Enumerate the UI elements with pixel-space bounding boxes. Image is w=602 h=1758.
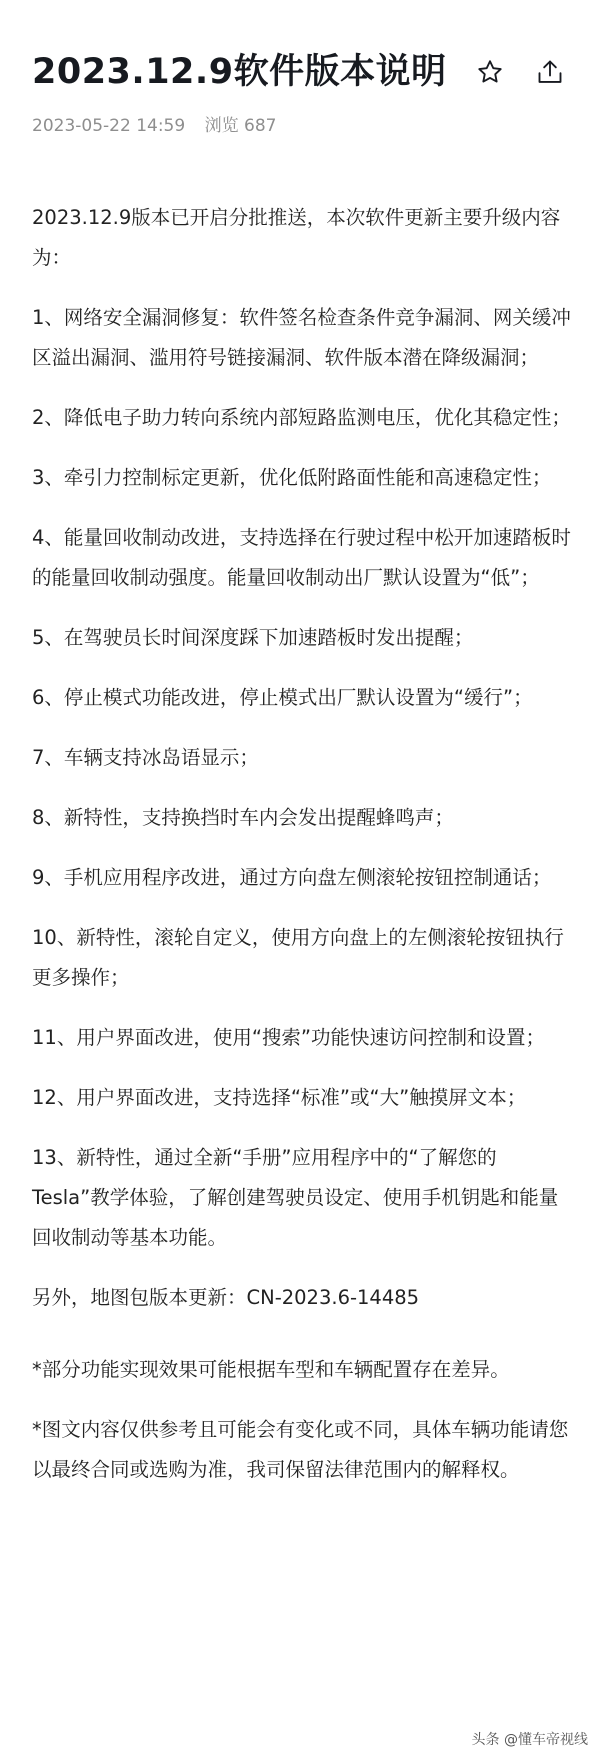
disclaimer-1: *部分功能实现效果可能根据车型和车辆配置存在差异。 (32, 1358, 510, 1381)
share-upload-icon (536, 58, 564, 86)
update-item-7: 7、车辆支持冰岛语显示； (32, 746, 259, 769)
watermark: 头条 @懂车帝视线 (471, 1732, 588, 1748)
update-item-13: 13、新特性，通过全新“手册”应用程序中的“了解您的Tesla”教学体验，了解创建驾驶员设定、使用手机钥匙和能量回收制动等基本功能。 (32, 1146, 559, 1249)
favorite-button[interactable] (470, 52, 510, 92)
star-icon (476, 58, 504, 86)
update-item-8: 8、新特性，支持换挡时车内会发出提醒蜂鸣声； (32, 806, 454, 829)
update-item-9: 9、手机应用程序改进，通过方向盘左侧滚轮按钮控制通话； (32, 866, 552, 889)
view-count: 浏览 687 (204, 116, 277, 136)
update-item-4: 4、能量回收制动改进，支持选择在行驶过程中松开加速踏板时的能量回收制动强度。能量回收制动出厂默认设置为“低”； (32, 526, 571, 589)
update-item-12: 12、用户界面改进，支持选择“标准”或“大”触摸屏文本； (32, 1086, 527, 1109)
page-title: 2023.12.9软件版本说明 (32, 52, 447, 92)
update-item-3: 3、牵引力控制标定更新，优化低附路面性能和高速稳定性； (32, 466, 552, 489)
publish-date: 2023-05-22 14:59 (32, 116, 186, 136)
share-button[interactable] (530, 52, 570, 92)
map-version-note: 另外，地图包版本更新：CN-2023.6-14485 (32, 1286, 420, 1309)
article-header (32, 44, 570, 100)
update-item-1: 1、网络安全漏洞修复：软件签名检查条件竞争漏洞、网关缓冲区溢出漏洞、滥用符号链接漏洞、软件版本潜在降级漏洞； (32, 306, 571, 369)
update-item-2: 2、降低电子助力转向系统内部短路监测电压，优化其稳定性； (32, 406, 571, 429)
disclaimer-2: *图文内容仅供参考且可能会有变化或不同，具体车辆功能请您以最终合同或选购为准，我司保留法律范围内的解释权。 (32, 1418, 569, 1481)
update-item-6: 6、停止模式功能改进，停止模式出厂默认设置为“缓行”； (32, 686, 533, 709)
update-item-11: 11、用户界面改进，使用“搜索”功能快速访问控制和设置； (32, 1026, 546, 1049)
update-item-10: 10、新特性，滚轮自定义，使用方向盘上的左侧滚轮按钮执行更多操作； (32, 926, 564, 989)
update-item-5: 5、在驾驶员长时间深度踩下加速踏板时发出提醒； (32, 626, 474, 649)
intro-paragraph: 2023.12.9版本已开启分批推送，本次软件更新主要升级内容为： (32, 206, 561, 269)
article-body (32, 198, 574, 1510)
article-meta (32, 114, 276, 138)
